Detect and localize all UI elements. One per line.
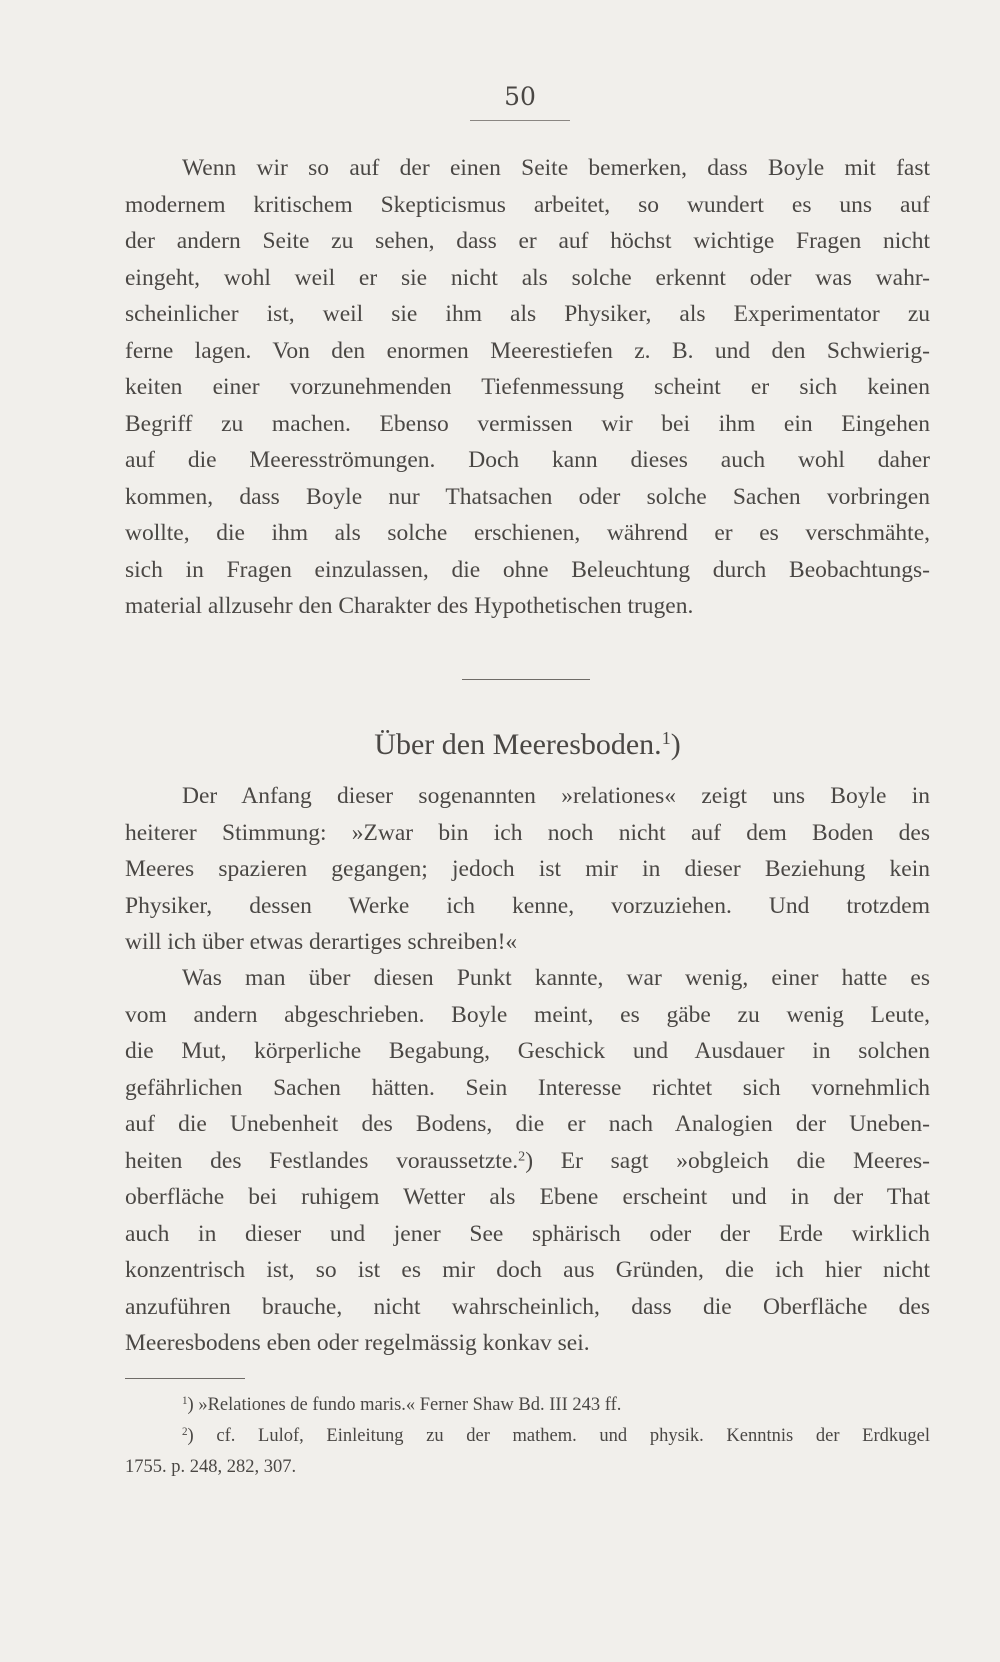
text-line: keiten einer vorzunehmenden Tiefenmessung scheint er sich keinen xyxy=(125,374,930,400)
text-line: Was man über diesen Punkt kannte, war wenig, einer hatte es xyxy=(182,965,930,991)
footnote-text: ) cf. Lulof, Einleitung zu der mathem. und physik. Kenntnis der Erdkugel xyxy=(187,1426,930,1446)
text-line: auf die Unebenheit des Bodens, die er nach Analogien der Uneben- xyxy=(125,1111,930,1137)
text-segment: ) Er sagt »obgleich die Meeres- xyxy=(525,1147,930,1174)
text-line: die Mut, körperliche Begabung, Geschick und Ausdauer in solchen xyxy=(125,1038,930,1064)
text-line: Physiker, dessen Werke ich kenne, vorzuziehen. Und trotzdem xyxy=(125,892,930,919)
page-number-rule xyxy=(470,120,570,121)
footnote-2-continuation: 1755. p. 248, 282, 307. xyxy=(125,1457,297,1477)
text-line: heiterer Stimmung: »Zwar bin ich noch nicht auf dem Boden des xyxy=(125,819,930,846)
text-line: auch in dieser und jener See sphärisch oder der Erde wirklich xyxy=(125,1220,930,1247)
text-line: konzentrisch ist, so ist es mir doch aus Gründen, die ich hier nicht xyxy=(125,1257,930,1283)
section-divider xyxy=(462,679,590,680)
paragraph-2 xyxy=(125,778,930,961)
footnote-marker: 2 xyxy=(518,1147,526,1164)
paragraph-1 xyxy=(125,150,930,625)
text-line: Meeresbodens eben oder regelmässig konkav sei. xyxy=(125,1330,590,1356)
text-line: gefährlichen Sachen hätten. Sein Interesse richtet sich vornehmlich xyxy=(125,1074,930,1101)
text-line: Meeres spazieren gegangen; jedoch ist mir in dieser Beziehung kein xyxy=(125,856,930,882)
text-line: material allzusehr den Charakter des Hypothetischen trugen. xyxy=(125,593,694,619)
text-line: auf die Meeresströmungen. Doch kann dieses auch wohl daher xyxy=(125,447,930,473)
footnote-marker: 1 xyxy=(661,728,671,749)
text-line: anzuführen brauche, nicht wahrscheinlich, dass die Oberfläche des xyxy=(125,1293,930,1320)
text-line: modernem kritischem Skepticismus arbeitet, so wundert es uns auf xyxy=(125,191,930,218)
footnote-marker: 1 xyxy=(182,1394,188,1407)
footnote-2 xyxy=(125,1421,930,1452)
text-line: scheinlicher ist, weil sie ihm als Physiker, als Experimentator zu xyxy=(125,301,930,327)
text-line: sich in Fragen einzulassen, die ohne Beleuchtung durch Beobachtungs- xyxy=(125,556,930,583)
text-line: eingeht, wohl weil er sie nicht als solche erkennt oder was wahr- xyxy=(125,264,930,291)
paragraph-3 xyxy=(125,960,930,1362)
text-line: kommen, dass Boyle nur Thatsachen oder solche Sachen vorbringen xyxy=(125,483,930,510)
text-line: ferne lagen. Von den enormen Meerestiefen z. B. und den Schwierig- xyxy=(125,337,930,364)
text-segment: heiten des Festlandes voraussetzte. xyxy=(125,1147,519,1174)
footnote-marker: 2 xyxy=(182,1425,188,1438)
text-line: will ich über etwas derartiges schreiben!« xyxy=(125,929,518,955)
footnote-text: ) »Relationes de fundo maris.« Ferner Shaw Bd. III 243 ff. xyxy=(187,1395,622,1415)
text-line xyxy=(125,1143,930,1180)
footnote-rule xyxy=(125,1378,245,1379)
section-heading-text: Über den Meeresboden. xyxy=(374,728,662,761)
text-line: Wenn wir so auf der einen Seite bemerken, dass Boyle mit fast xyxy=(182,155,930,181)
text-line: vom andern abgeschrieben. Boyle meint, es gäbe zu wenig Leute, xyxy=(125,1001,930,1028)
text-line: wollte, die ihm als solche erschienen, während er es verschmähte, xyxy=(125,520,930,546)
text-line: der andern Seite zu sehen, dass er auf höchst wichtige Fragen nicht xyxy=(125,228,930,254)
text-line: Der Anfang dieser sogenannten »relationes« zeigt uns Boyle in xyxy=(182,783,930,809)
text-line: oberfläche bei ruhigem Wetter als Ebene erscheint und in der That xyxy=(125,1184,930,1210)
section-heading: Über den Meeresboden.$^1$) xyxy=(374,728,681,761)
text-line: Begriff zu machen. Ebenso vermissen wir bei ihm ein Eingehen xyxy=(125,410,930,437)
page-number: 50 xyxy=(504,82,536,111)
footnotes xyxy=(125,1390,930,1483)
footnote-1 xyxy=(125,1390,930,1421)
